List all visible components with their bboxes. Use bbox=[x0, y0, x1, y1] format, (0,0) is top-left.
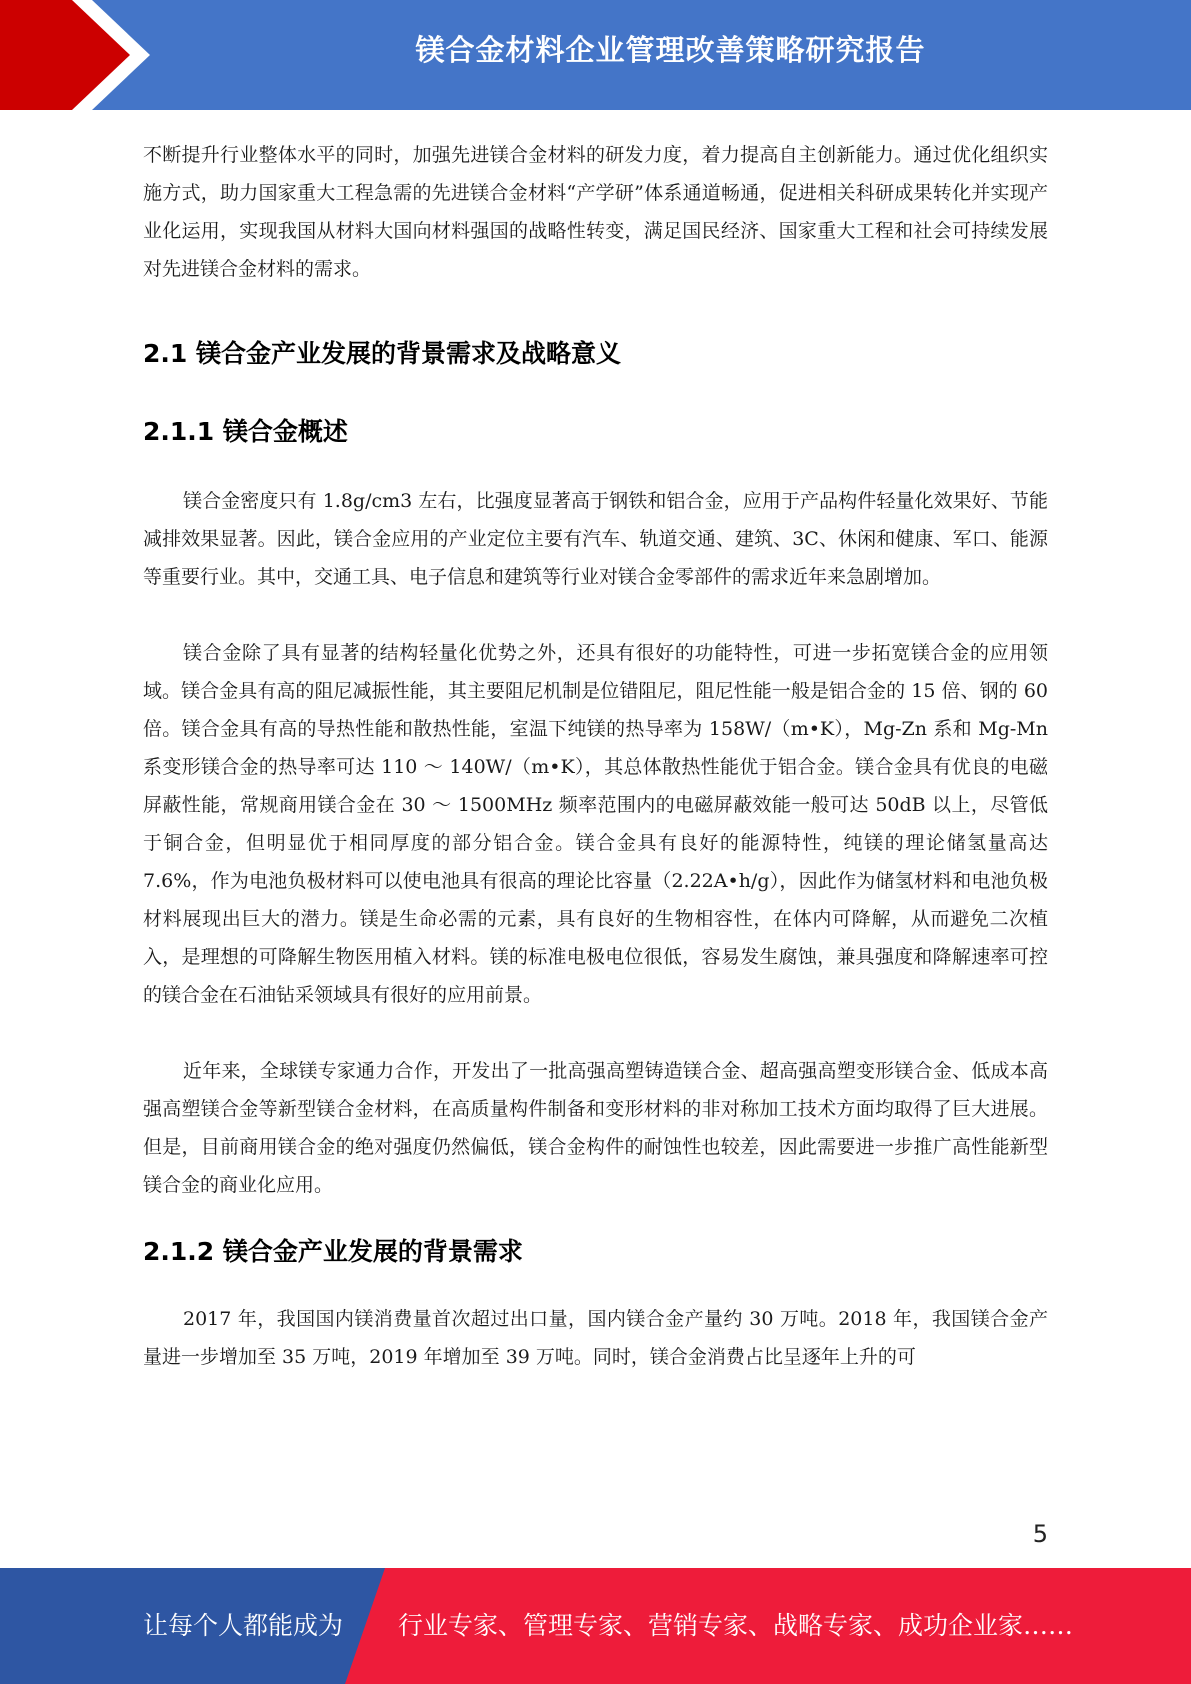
section-2-1-2-heading: 2.1.2 镁合金产业发展的背景需求 bbox=[143, 1237, 523, 1266]
background-paragraph: 2017 年，我国国内镁消费量首次超过出口量，国内镁合金产量约 30 万吨。2018 年，我国镁合金产量进一步增加至 35 万吨，2019 年增加至 39 万吨。同时，镁合金消费占比呈逐年上升的可 bbox=[143, 1308, 1048, 1368]
main-content bbox=[143, 136, 1048, 1376]
footer-slogan-right: 行业专家、管理专家、营销专家、战略专家、成功企业家…… bbox=[398, 1611, 1074, 1640]
intro-paragraph: 不断提升行业整体水平的同时，加强先进镁合金材料的研发力度，着力提高自主创新能力。通过优化组织实施方式，助力国家重大工程急需的先进镁合金材料“产学研”体系通道畅通，促进相关科研成果转化并实现产业化运用，实现我国从材料大国向材料强国的战略性转变，满足国民经济、国家重大工程和社会可持续发展对先进镁合金材料的需求。 bbox=[143, 144, 1048, 280]
page-header bbox=[0, 0, 1191, 110]
page-number: 5 bbox=[1032, 1520, 1048, 1548]
page-footer bbox=[0, 1568, 1191, 1684]
overview-paragraph-3: 近年来，全球镁专家通力合作，开发出了一批高强高塑铸造镁合金、超高强高塑变形镁合金、低成本高强高塑镁合金等新型镁合金材料，在高质量构件制备和变形材料的非对称加工技术方面均取得了巨大进展。但是，目前商用镁合金的绝对强度仍然偏低，镁合金构件的耐蚀性也较差，因此需要进一步推广高性能新型镁合金的商业化应用。 bbox=[143, 1060, 1048, 1196]
section-2-1-1-heading: 2.1.1 镁合金概述 bbox=[143, 417, 348, 446]
header-title: 镁合金材料企业管理改善策略研究报告 bbox=[415, 33, 926, 67]
section-2-1-heading: 2.1 镁合金产业发展的背景需求及战略意义 bbox=[143, 339, 621, 368]
red-arrow-decoration bbox=[0, 0, 160, 110]
overview-paragraph-2: 镁合金除了具有显著的结构轻量化优势之外，还具有很好的功能特性，可进一步拓宽镁合金的应用领域。镁合金具有高的阻尼减振性能，其主要阻尼机制是位错阻尼，阻尼性能一般是铝合金的 15 倍、钢的 60 倍。镁合金具有高的导热性能和散热性能，室温下纯镁的热导率为 158W/（m•K），Mg-Zn 系和 Mg-Mn 系变形镁合金的热导率可达 110 ～ 140W/（m•K），其总体散热性能优于铝合金。镁合金具有优良的电磁屏蔽性能，常规商用镁合金在 30 ～ 1500MHz 频率范围内的电磁屏蔽效能一般可达 50dB 以上，尽管低于铜合金，但明显优于相同厚度的部分铝合金。镁合金具有良好的能源特性，纯镁的理论储氢量高达 7.6%，作为电池负极材料可以使电池具有很高的理论比容量（2.22A•h/g），因此作为储氢材料和电池负极材料展现出巨大的潜力。镁是生命必需的元素，具有良好的生物相容性，在体内可降解，从而避免二次植入，是理想的可降解生物医用植入材料。镁的标准电极电位很低，容易发生腐蚀，兼具强度和降解速率可控的镁合金在石油钻采领域具有很好的应用前景。 bbox=[143, 642, 1048, 1006]
overview-paragraph-1: 镁合金密度只有 1.8g/cm3 左右，比强度显著高于钢铁和铝合金，应用于产品构件轻量化效果好、节能减排效果显著。因此，镁合金应用的产业定位主要有汽车、轨道交通、建筑、3C、休闲和健康、军口、能源等重要行业。其中，交通工具、电子信息和建筑等行业对镁合金零部件的需求近年来急剧增加。 bbox=[143, 490, 1048, 588]
footer-slogan-left: 让每个人都能成为 bbox=[143, 1611, 344, 1640]
